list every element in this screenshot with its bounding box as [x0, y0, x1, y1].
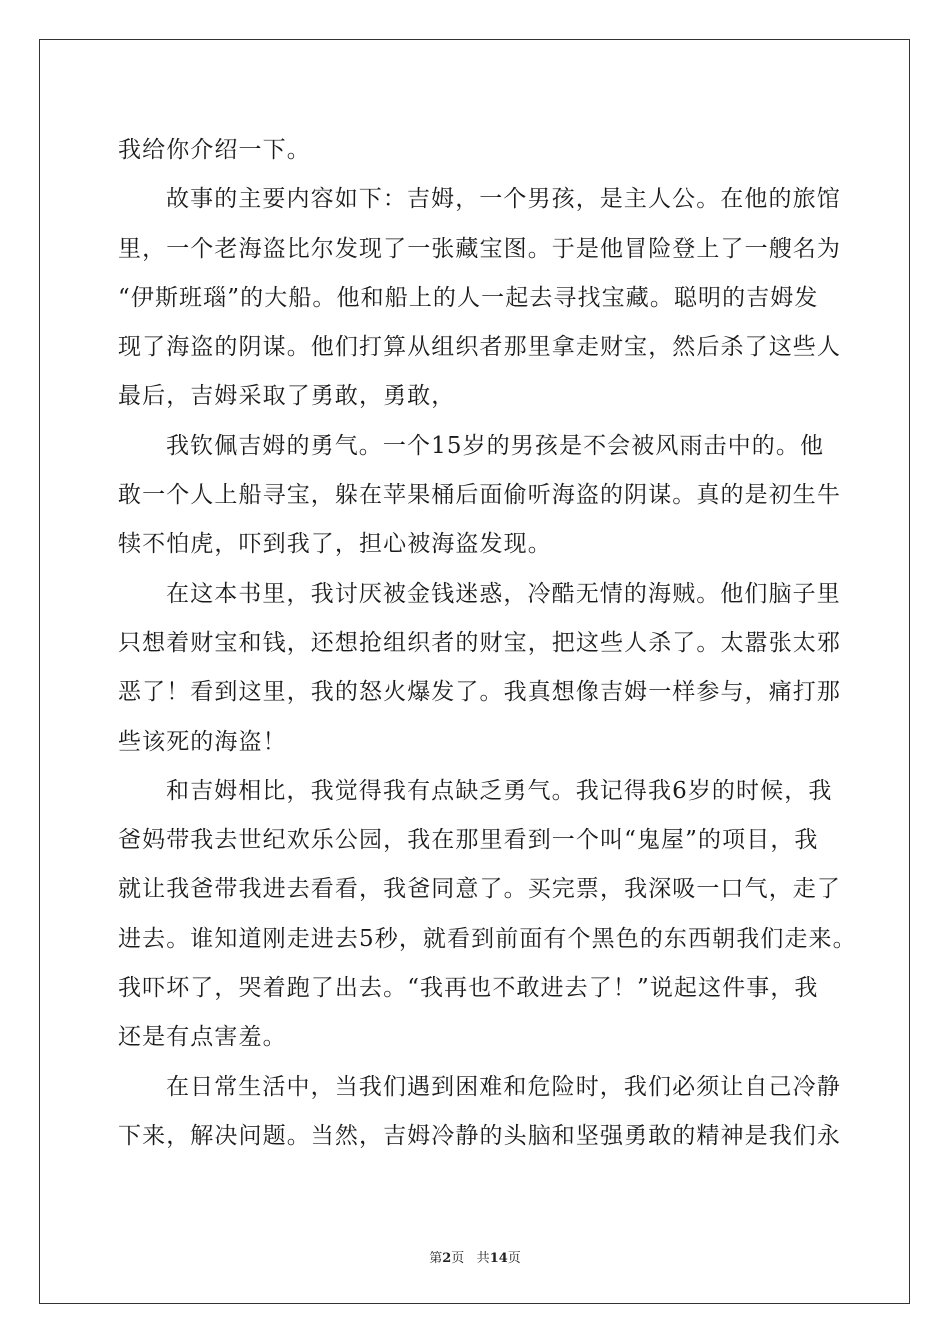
text-line: 故事的主要内容如下：吉姆，一个男孩，是主人公。在他的旅馆 — [166, 186, 841, 213]
text-line: 在这本书里，我讨厌被金钱迷惑，冷酷无情的海贼。他们脑子里 — [166, 580, 841, 607]
text-line: 最后，吉姆采取了勇敢，勇敢， — [118, 383, 456, 410]
text-line: 还是有点害羞。 — [118, 1024, 287, 1051]
text-line: 进去。谁知道刚走进去5秒，就看到前面有个黑色的东西朝我们走来。 — [118, 925, 857, 952]
text-line: 我钦佩吉姆的勇气。一个15岁的男孩是不会被风雨击中的。他 — [166, 432, 825, 459]
text-line: 就让我爸带我进去看看，我爸同意了。买完票，我深吸一口气，走了 — [118, 876, 841, 903]
text-line: 我给你介绍一下。 — [118, 137, 311, 163]
page-number: 2 — [442, 1251, 452, 1266]
text-line: 在日常生活中，当我们遇到困难和危险时，我们必须让自己冷静 — [166, 1073, 841, 1100]
page-footer — [0, 1247, 950, 1266]
text-line: 下来，解决问题。当然，吉姆冷静的头脑和坚强勇敢的精神是我们永 — [118, 1122, 841, 1149]
text-line: “伊斯班瑙”的大船。他和船上的人一起去寻找宝藏。聪明的吉姆发 — [118, 284, 819, 311]
text-line: 里，一个老海盗比尔发现了一张藏宝图。于是他冒险登上了一艘名为 — [118, 235, 841, 262]
text-line: 爸妈带我去世纪欢乐公园，我在那里看到一个叫“鬼屋”的项目，我 — [118, 827, 819, 854]
text-line: 和吉姆相比，我觉得我有点缺乏勇气。我记得我6岁的时候，我 — [166, 777, 833, 804]
text-line: 只想着财宝和钱，还想抢组织者的财宝，把这些人杀了。太嚣张太邪 — [118, 629, 841, 656]
total-prefix: 共 — [476, 1251, 490, 1266]
text-line: 犊不怕虎，吓到我了，担心被海盗发现。 — [118, 531, 552, 558]
text-line: 些该死的海盗！ — [118, 728, 287, 755]
total-suffix: 页 — [507, 1251, 521, 1266]
page-suffix: 页 — [451, 1251, 465, 1266]
text-line: 恶了！看到这里，我的怒火爆发了。我真想像吉姆一样参与，痛打那 — [118, 679, 841, 706]
document-body — [118, 126, 858, 1161]
page-prefix: 第 — [429, 1251, 443, 1266]
text-line: 敢一个人上船寻宝，躲在苹果桶后面偷听海盗的阴谋。真的是初生牛 — [118, 482, 841, 509]
text-line: 我吓坏了，哭着跑了出去。“我再也不敢进去了！”说起这件事，我 — [118, 975, 819, 1002]
total-pages: 14 — [489, 1251, 508, 1266]
text-line: 现了海盗的阴谋。他们打算从组织者那里拿走财宝，然后杀了这些人 — [118, 334, 841, 361]
